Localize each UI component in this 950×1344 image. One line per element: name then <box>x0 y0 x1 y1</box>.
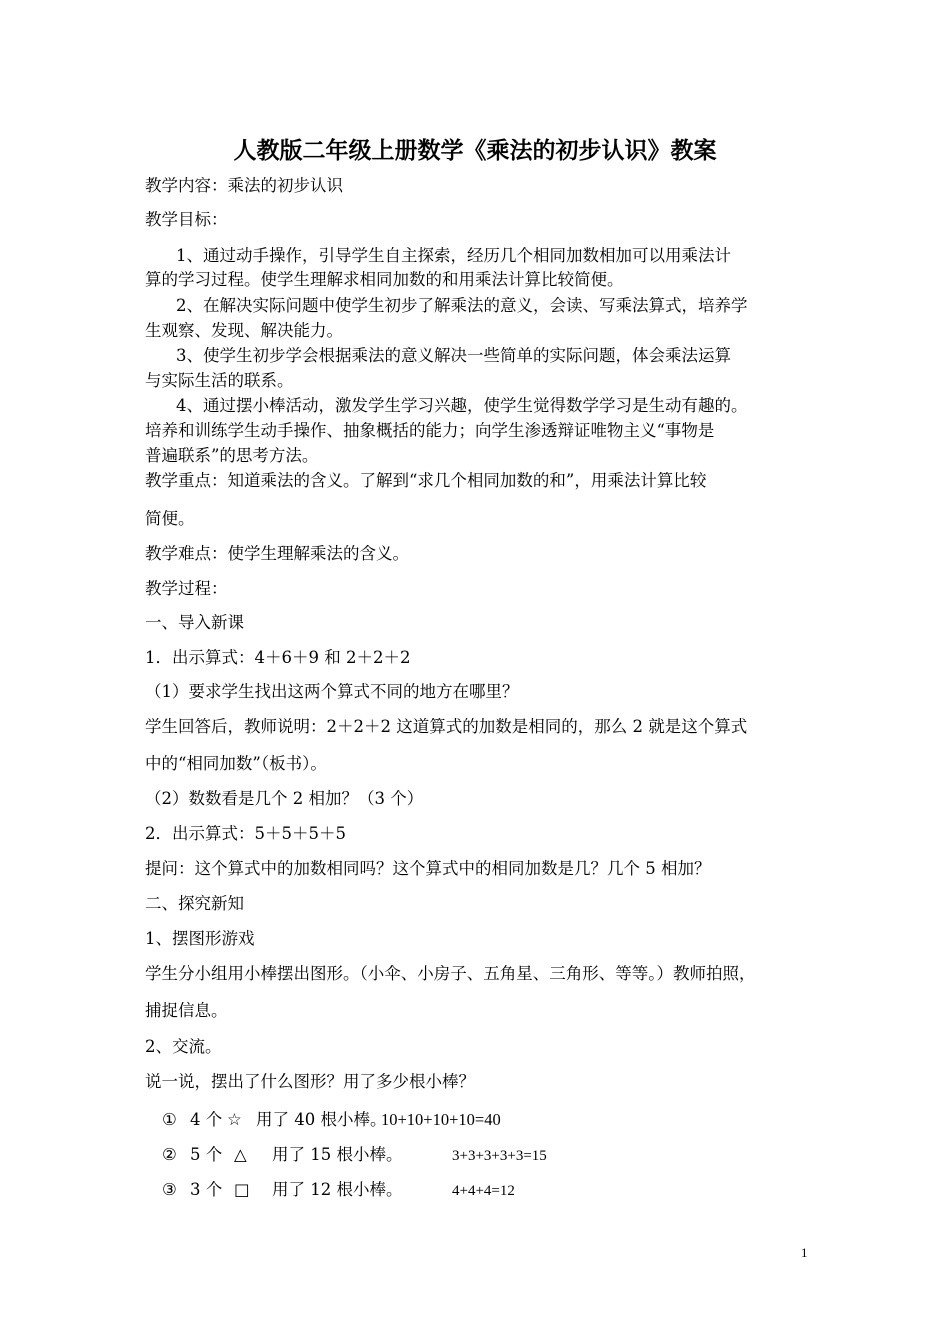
key-point-line-1: 教学重点：知道乘法的含义。了解到“求几个相同加数的和”，用乘法计算比较 <box>145 471 707 490</box>
item-count: 3 个 <box>190 1180 223 1199</box>
goal-4-line-3: 普遍联系”的思考方法。 <box>145 446 319 465</box>
prompt-line: 提问：这个算式中的加数相同吗？这个算式中的相同加数是几？几个 5 相加？ <box>145 859 711 878</box>
goal-4-line-1: 4、通过摆小棒活动，激发学生学习兴趣，使学生觉得数学学习是生动有趣的。 <box>176 396 748 415</box>
goal-1-line-2: 算的学习过程。使学生理解求相同加数的和用乘法计算比较简便。 <box>145 270 624 289</box>
group-activity-line-2: 捕捉信息。 <box>145 1001 228 1020</box>
item-description: 用了 15 根小棒。 <box>272 1145 403 1164</box>
exchange-heading: 2、交流。 <box>145 1037 222 1056</box>
item-count: 4 个 <box>190 1110 223 1129</box>
list-item <box>162 1176 515 1200</box>
square-shape-icon: □ <box>234 1180 250 1199</box>
key-point-line-2: 简便。 <box>145 509 195 528</box>
item-number: ③ <box>162 1180 177 1199</box>
item-equation: 4+4+4=12 <box>452 1183 515 1199</box>
step-1-line: 1．出示算式：4＋6＋9 和 2＋2＋2 <box>145 648 411 667</box>
explanation-line-2: 中的“相同加数”（板书）。 <box>145 754 327 773</box>
section-2-heading: 二、探究新知 <box>145 894 244 913</box>
page-number: 1 <box>801 1245 808 1260</box>
document-title: 人教版二年级上册数学《乘法的初步认识》教案 <box>233 138 717 164</box>
item-count: 5 个 <box>190 1145 223 1164</box>
goal-2-line-1: 2、在解决实际问题中使学生初步了解乘法的意义，会读、写乘法算式，培养学 <box>176 296 748 315</box>
list-item <box>162 1141 547 1165</box>
group-activity-line-1: 学生分小组用小棒摆出图形。（小伞、小房子、五角星、三角形、等等。）教师拍照， <box>145 964 756 983</box>
step-2-line: 2．出示算式：5＋5＋5＋5 <box>145 824 346 843</box>
discussion-line: 说一说，摆出了什么图形？用了多少根小棒？ <box>145 1072 475 1091</box>
goal-4-line-2: 培养和训练学生动手操作、抽象概括的能力；向学生渗透辩证唯物主义“事物是 <box>145 421 715 440</box>
goal-3-line-1: 3、使学生初步学会根据乘法的意义解决一些简单的实际问题，体会乘法运算 <box>176 346 731 365</box>
question-2-line: （2）数数看是几个 2 相加？（3 个） <box>145 789 424 808</box>
item-description: 用了 12 根小棒。 <box>272 1180 403 1199</box>
section-1-heading: 一、导入新课 <box>145 613 244 632</box>
item-equation: 10+10+10+10=40 <box>381 1110 501 1129</box>
item-equation: 3+3+3+3+3=15 <box>452 1148 547 1164</box>
item-number: ① <box>162 1110 177 1129</box>
process-heading: 教学过程： <box>145 579 228 598</box>
goal-3-line-2: 与实际生活的联系。 <box>145 371 294 390</box>
goal-1-line-1: 1、通过动手操作，引导学生自主探索，经历几个相同加数相加可以用乘法计 <box>176 246 731 265</box>
item-description: 用了 40 根小棒。 <box>256 1110 387 1129</box>
difficulty-line: 教学难点：使学生理解乘法的含义。 <box>145 544 409 563</box>
question-1-line: （1）要求学生找出这两个算式不同的地方在哪里？ <box>145 682 519 701</box>
goal-2-line-2: 生观察、发现、解决能力。 <box>145 321 343 340</box>
teaching-content-line: 教学内容：乘法的初步认识 <box>145 176 343 195</box>
teaching-goals-heading: 教学目标： <box>145 210 228 229</box>
explanation-line-1: 学生回答后，教师说明：2＋2＋2 这道算式的加数是相同的，那么 2 就是这个算式 <box>145 717 748 736</box>
item-number: ② <box>162 1145 177 1164</box>
list-item <box>162 1106 501 1130</box>
triangle-shape-icon: △ <box>234 1145 247 1164</box>
game-heading: 1、摆图形游戏 <box>145 929 255 948</box>
star-shape-icon: ☆ <box>227 1110 242 1129</box>
